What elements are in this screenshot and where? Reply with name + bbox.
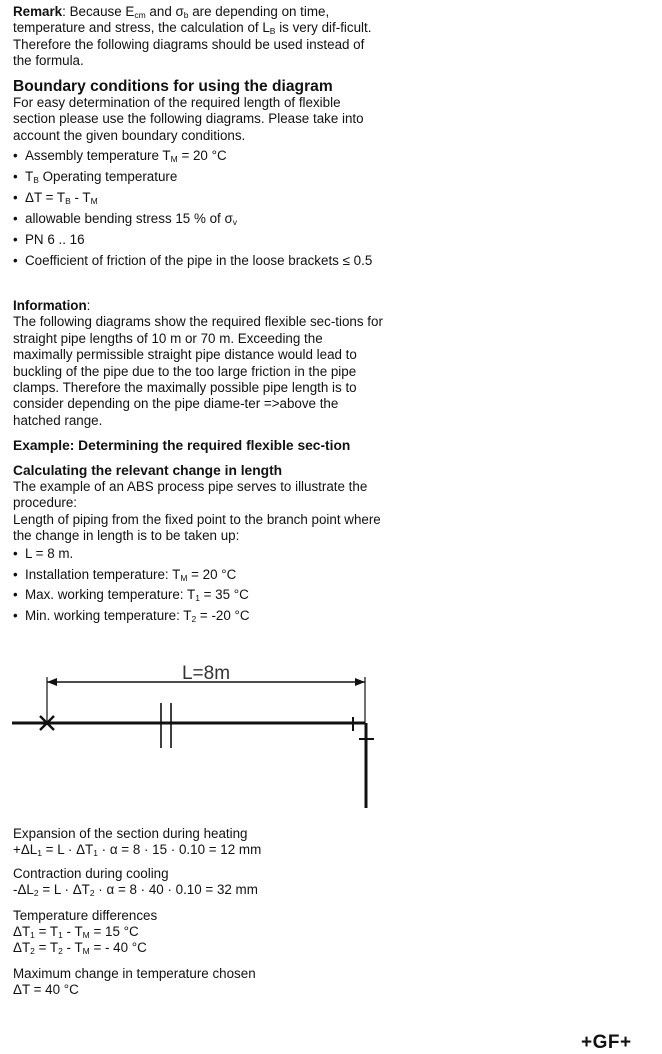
arrow-left-icon xyxy=(47,678,57,686)
pipe-diagram xyxy=(0,655,400,815)
list-item: • Installation temperature: $T_M = 20$ °C xyxy=(13,567,383,583)
remark-text: are depending on time, temperature and stress, the calculation of L xyxy=(13,4,330,36)
temperature-difference-1: $\Delta T_1 = T_1 - T_M = 15$ °C xyxy=(13,924,139,941)
example-heading: Example: Determining the required flexible sec-tion xyxy=(13,438,351,453)
information-label: Information xyxy=(13,298,87,313)
boundary-heading: Boundary conditions for using the diagram xyxy=(13,78,333,95)
example-subheading: Calculating the relevant change in length xyxy=(13,463,283,478)
subscript: b xyxy=(183,10,189,20)
example-text-2: Length of piping from the fixed point to the branch point where the change in length is to be taken up: xyxy=(13,511,381,544)
gf-logo: +GF+ xyxy=(581,1032,632,1053)
list-item: • Min. working temperature: $T_2 = -20$ °C xyxy=(13,608,383,624)
length-label: L=8m xyxy=(181,663,231,684)
remark-paragraph xyxy=(13,4,383,70)
list-item: • $\Delta T = T_B - T_M$ xyxy=(13,190,383,206)
subscript: B xyxy=(269,26,276,37)
max-change-title: Maximum change in temperature chosen xyxy=(13,965,256,981)
contraction-title: Contraction during cooling xyxy=(13,865,169,881)
remark-text: and σ xyxy=(145,4,184,19)
arrow-right-icon xyxy=(355,678,365,686)
remark-label: Remark xyxy=(13,4,63,19)
expansion-formula: $+\Delta L_1 = L \cdot \Delta T_1 \cdot \alpha = 8 \cdot 15 \cdot 0.10 = 12$ mm xyxy=(13,842,262,859)
information-text: The following diagrams show the required flexible sec-tions for straight pipe lengths of 10 m or 70 m. Exceeding the maximally permissible straight pipe distance would lead to buckling of the pipe due to the too large friction in the pipe clamps. Therefore the maximally possible pipe length is to consider depending on the pipe diame-ter =>above the hatched range. xyxy=(13,314,383,428)
list-item: • PN 6 .. 16 xyxy=(13,232,383,248)
boundary-section xyxy=(13,79,383,274)
boundary-list xyxy=(13,148,383,269)
example-text-1: The example of an ABS process pipe serves to illustrate the procedure: xyxy=(13,479,368,511)
list-item: • allowable bending stress 15 % of $\sigma_v$ xyxy=(13,211,383,227)
temperature-differences-title: Temperature differences xyxy=(13,907,158,923)
list-item: • Assembly temperature $T_M = 20$ °C xyxy=(13,148,383,164)
expansion-title: Expansion of the section during heating xyxy=(13,826,248,841)
boundary-intro: For easy determination of the required length of flexible section please use the following diagrams. Please take into account the given boundary conditions. xyxy=(13,95,364,143)
calculation-section xyxy=(13,826,413,999)
temperature-difference-2: $\Delta T_2 = T_2 - T_M$ = - 40 °C xyxy=(13,940,147,957)
colon: : xyxy=(86,298,91,313)
list-item: • L = 8 m. xyxy=(13,546,383,562)
max-change-value: ΔT = 40 °C xyxy=(13,982,79,998)
subscript: cm xyxy=(134,10,146,20)
information-section xyxy=(13,298,383,429)
example-section xyxy=(13,438,383,629)
list-item: • Max. working temperature: $T_1 = 35$ °C xyxy=(13,587,383,603)
list-item: • $T_B$ Operating temperature xyxy=(13,169,383,185)
contraction-formula: $-\Delta L_2 = L \cdot \Delta T_2 \cdot \alpha = 8 \cdot 40 \cdot 0.10 = 32$ mm xyxy=(13,882,258,899)
remark-text: : Because E xyxy=(62,4,135,19)
example-list xyxy=(13,546,383,625)
remark-text: is very dif-ficult. Therefore the following diagrams should be used instead of the formula. xyxy=(13,20,372,69)
list-item: • Coefficient of friction of the pipe in the loose brackets ≤ 0.5 xyxy=(13,253,383,269)
